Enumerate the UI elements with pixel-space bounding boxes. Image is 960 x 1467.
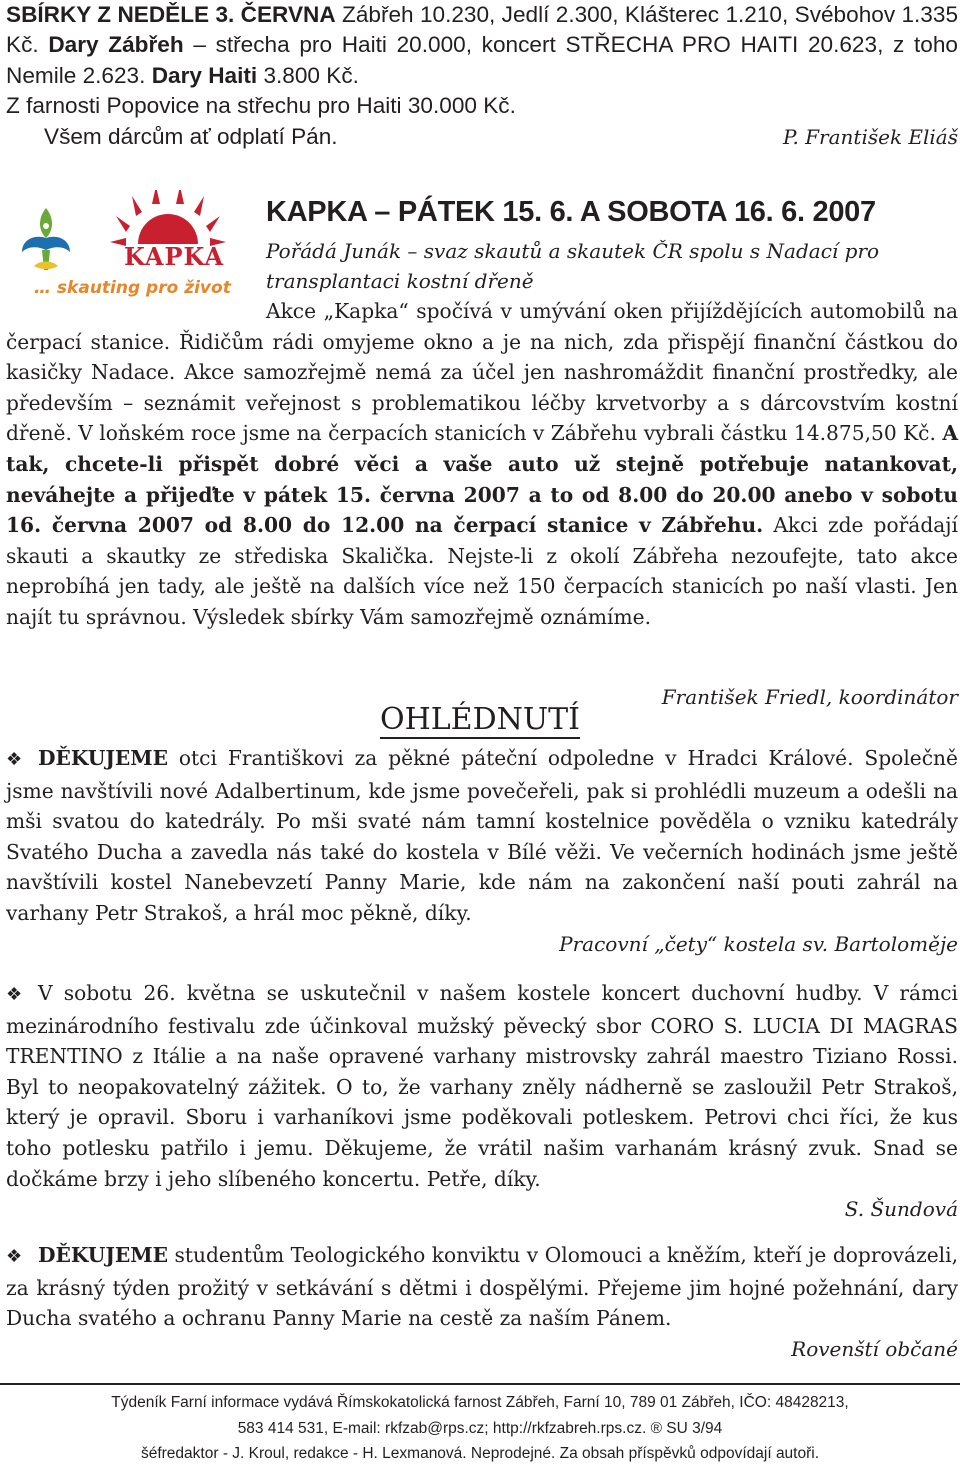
- footer-line-1: Týdeník Farní informace vydává Římskokatolická farnost Zábřeh, Farní 10, 789 01 Zábřeh, IČO: 48428213,: [111, 1394, 849, 1411]
- thanks-lead-3: DĚKUJEME: [38, 1243, 168, 1267]
- thanks-line: Všem dárcům ať odplatí Pán.: [44, 123, 338, 149]
- thanks-text-2: V sobotu 26. května se uskutečnil v našem kostele koncert duchovní hudby. V rámci mezinárodního festivalu zde účinkoval mužský pěvecký sbor CORO S. LUCIA DI MAGRAS TRENTINO z Itálie a na naše opravené varhany mistrovsky zahrál maestro Tiziano Rossi. Byl to neopakovatelný zážitek. O to, že varhany zněly nádherně se zasloužil Petr Strakoš, který je opravil. Sboru i varhaníkovi jsme poděkovali potleskem. Petrovi chci říci, že kus toho potlesku patřilo i jemu. Děkujeme, že vrátil našim varhanám krásný zvuk. Snad se dočkáme brzy i jeho slíbeného koncertu. Petře, díky.: [6, 981, 958, 1191]
- kapka-title: KAPKA – PÁTEK 15. 6. A SOBOTA 16. 6. 2007: [266, 196, 876, 228]
- donations-label: Dary Zábřeh: [48, 32, 184, 58]
- collections-paragraph: [6, 0, 958, 152]
- kapka-body: [6, 296, 958, 633]
- parish-collection: Z farnosti Popovice na střechu pro Haiti 30.000 Kč.: [6, 93, 516, 119]
- sun-rays-icon: [108, 190, 228, 246]
- kapka-logo-word: KAPKA: [124, 242, 225, 271]
- thanks-item-1: [6, 743, 958, 959]
- kapka-organizer: Pořádá Junák – svaz skautů a skautek ČR spolu s Nadací pro transplantaci kostní dřeně: [266, 239, 880, 293]
- signature-sundova: S. Šundová: [844, 1197, 958, 1222]
- signature-elias: P. František Eliáš: [783, 124, 958, 149]
- section-title-text: OHLÉDNUTÍ: [379, 702, 581, 737]
- thanks-text-1: otci Františkovi za pěkné páteční odpoledne v Hradci Králové. Společně jsme navštívili nové Adalbertinum, kde jsme povečeřeli, pak si prohlédli muzeum a odešli na mši svatou do katedrály. Po mši svaté nám tamní kostelnice pověděla o vzniku katedrály Svatého Ducha a zavedla nás také do kostela v Bílé věži. Ve večerních hodinách jsme ještě navštívili kostel Nanebevzetí Panny Marie, kde nám na zakončení naší pouti zahrál na varhany Petr Strakoš, a hrál moc pěkně, díky.: [6, 746, 958, 925]
- signature-cety: Pracovní „čety“ kostela sv. Bartoloměje: [559, 931, 958, 956]
- kapka-body-1: Akce „Kapka“ spočívá v umývání oken přijíždějících automobilů na čerpací stanice. Řidičům rádi omyjeme okno a je na nich, zda přispějí finanční částkou do kasičky Nadace. Akce samozřejmě nemá za účel jen nashromáždit finanční prostředky, ale především – seznámit veřejnost s problematikou léčby krvetvorby a s dárcovstvím kostní dřeně. V loňském roce jsme na čerpacích stanicích v Zábřehu vybrali částku 14.875,50 Kč.: [6, 299, 958, 446]
- collections-text-2: – střecha pro Haiti 20.000, koncert STŘECHA PRO HAITI 20.623, z toho Nemile 2.623.: [6, 32, 958, 88]
- donations-haiti-label: Dary Haiti: [151, 62, 258, 88]
- footer-rule: [0, 1383, 960, 1385]
- footer-line-2: 583 414 531, E-mail: rkfzab@rps.cz; http://rkfzabreh.rps.cz. ® SU 3/94: [237, 1420, 723, 1437]
- section-title: [0, 702, 960, 737]
- thanks-lead-1: DĚKUJEME: [38, 746, 168, 770]
- kapka-body-bold: A tak, chcete-li přispět dobré věci a vaše auto už stejně potřebuje natankovat, neváhejte a přijeďte v pátek 15. června 2007 a to od 8.00 do 20.00 anebo v sobotu 16. června 2007 od 8.00 do 12.00 na čerpací stanice v Zábřehu.: [6, 421, 958, 538]
- footer-line-3: šéfredaktor - J. Kroul, redakce - H. Lexmanová. Neprodejné. Za obsah příspěvků odpovídají autoři.: [140, 1445, 820, 1462]
- collections-text-1: Zábřeh 10.230, Jedlí 2.300, Klášterec 1.210, Svébohov 1.335 Kč.: [6, 2, 959, 58]
- collections-text-3: 3.800 Kč.: [263, 62, 359, 88]
- diamond-bullet-icon: ❖: [6, 1246, 23, 1267]
- diamond-bullet-icon: ❖: [6, 749, 23, 770]
- kapka-logo-tagline: … skauting pro život: [34, 278, 231, 298]
- diamond-bullet-icon: ❖: [6, 984, 23, 1005]
- signature-rovensti: Rovenští občané: [791, 1336, 958, 1361]
- signature-friedl: František Friedl, koordinátor: [661, 685, 958, 709]
- thanks-text-3: studentům Teologického konviktu v Olomouci a kněžím, kteří je doprovázeli, za krásný týden prožitý v setkávání s dětmi i dospělými. Přejeme jim hojné požehnání, dary Ducha svatého a ochranu Panny Marie na cestě za naším Pánem.: [6, 1243, 958, 1331]
- collections-heading: SBÍRKY Z NEDĚLE 3. ČERVNA: [6, 2, 336, 27]
- kapka-body-2: Akci zde pořádají skauti a skautky ze střediska Skalička. Nejste-li z okolí Zábřeha nezoufejte, tato akce neprobíhá jen tady, ale ještě na dalších více než 150 čerpacích stanicích po naší vlasti. Jen najít tu správnou. Výsledek sbírky Vám samozřejmě oznámíme.: [6, 513, 958, 629]
- kapka-logo-group: [6, 190, 251, 305]
- thanks-item-2: [6, 978, 958, 1225]
- thanks-item-3: [6, 1240, 958, 1364]
